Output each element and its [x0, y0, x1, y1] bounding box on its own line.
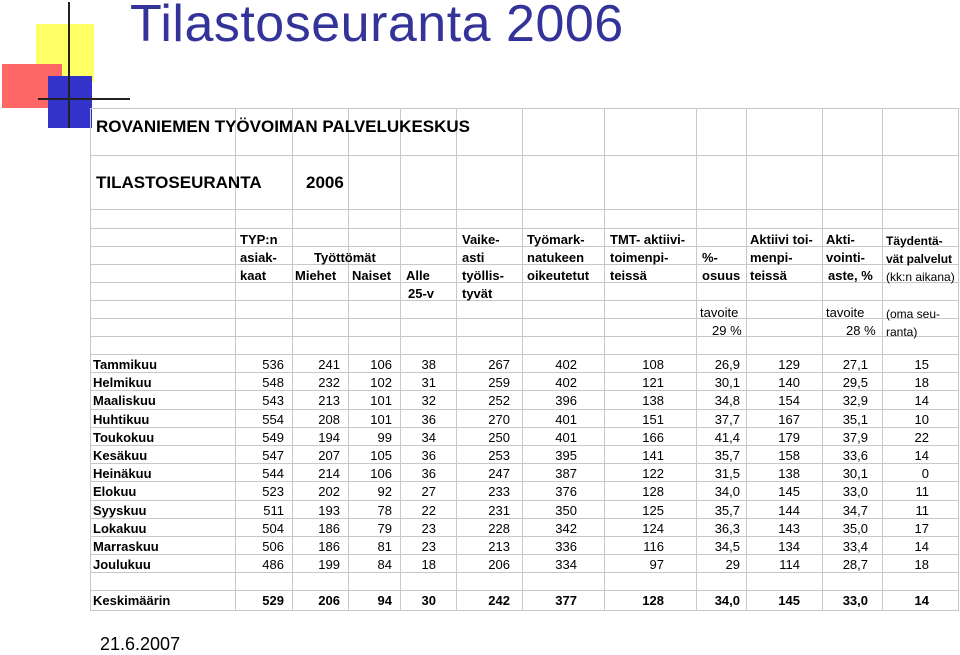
average-row-aktivointiaste: 33,0 [842, 593, 868, 608]
grid-hline [90, 445, 958, 446]
table-row-aktivointiaste: 27,1 [842, 357, 868, 372]
table-row-label: Lokakuu [93, 520, 147, 536]
table-row-taydentavat: 11 [915, 502, 929, 518]
grid-hline [90, 610, 958, 611]
table-row-naiset: 101 [370, 393, 392, 409]
report-year: 2006 [306, 173, 344, 192]
table-row-miehet: 213 [318, 393, 340, 409]
grid-hline [90, 590, 958, 591]
table-row-aktivointiaste: 35,1 [842, 411, 868, 427]
table-row-taydentavat: 0 [921, 466, 929, 482]
grid-hline [90, 336, 958, 337]
table-row-vaikeasti: 213 [488, 539, 510, 554]
header-aktiivi-3: teissä [750, 268, 787, 283]
table-row-miehet: 232 [318, 375, 340, 391]
table-row-miehet: 194 [318, 429, 340, 445]
table-row-osuus: 30,1 [714, 375, 740, 391]
table-row-taydentavat: 10 [914, 411, 929, 427]
table-row-vaikeasti: 233 [488, 484, 510, 500]
table-row-taydentavat: 22 [914, 429, 929, 445]
table-row-osuus: 29 [725, 557, 740, 573]
grid-hline [90, 108, 958, 109]
header-vaike-4: tyvät [462, 286, 493, 301]
table-row-taydentavat: 15 [914, 357, 929, 372]
table-row-label: Joulukuu [93, 557, 151, 573]
table-row-aktivointiaste: 28,7 [842, 557, 868, 573]
header-aktiivi-1: Aktiivi toi- [750, 232, 813, 247]
table-row-tmt: 141 [642, 448, 664, 463]
table-row-naiset: 101 [370, 411, 392, 427]
header-tavoite-a-value: 29 % [712, 323, 742, 338]
average-row-taydentavat: 14 [914, 593, 929, 608]
table-row-typ: 523 [262, 484, 284, 500]
grid-hline [90, 481, 958, 482]
average-row-naiset: 94 [377, 593, 392, 608]
table-row-aktivointiaste: 32,9 [842, 393, 868, 409]
grid-hline [90, 518, 958, 519]
table-row-label: Tammikuu [93, 357, 158, 372]
table-row-naiset: 106 [370, 466, 392, 482]
header-miehet: Miehet [295, 268, 337, 283]
grid-vline [958, 108, 959, 611]
table-row-aktiivi: 140 [778, 375, 800, 391]
average-row-typ: 529 [262, 593, 284, 608]
table-row-aktiivi: 138 [778, 466, 800, 482]
average-row-label: Keskimäärin [93, 593, 171, 608]
table-row-aktivointiaste: 33,4 [842, 539, 868, 554]
grid-hline [90, 554, 958, 555]
table-row-miehet: 208 [318, 411, 340, 427]
header-tmt-3: teissä [610, 268, 647, 283]
table-row-osuus: 35,7 [714, 502, 740, 518]
table-row-osuus: 36,3 [714, 520, 740, 536]
table-row-aktivointiaste: 37,9 [842, 429, 868, 445]
table-row-aktiivi: 158 [778, 448, 800, 463]
table-row-tyomarkkina: 401 [555, 411, 577, 427]
table-row-taydentavat: 18 [914, 557, 929, 573]
table-row-osuus: 31,5 [714, 466, 740, 482]
table-row-osuus: 35,7 [714, 448, 740, 463]
table-row-naiset: 102 [370, 375, 392, 391]
table-row-tmt: 166 [642, 429, 664, 445]
grid-hline [90, 427, 958, 428]
table-row-aktiivi: 129 [778, 357, 800, 372]
deco-horizontal-line [38, 98, 130, 100]
table-row-miehet: 193 [318, 502, 340, 518]
table-row-aktivointiaste: 35,0 [842, 520, 868, 536]
table-row-tyomarkkina: 401 [555, 429, 577, 445]
grid-hline [90, 372, 958, 373]
table-row-typ: 511 [263, 502, 284, 518]
table-row-tyomarkkina: 402 [555, 375, 577, 391]
table-row-alle25: 36 [421, 466, 436, 482]
table-row-tyomarkkina: 396 [555, 393, 577, 409]
grid-hline [90, 300, 958, 301]
table-row-alle25: 22 [421, 502, 436, 518]
average-row-tyomarkkina: 377 [555, 593, 577, 608]
header-vaike-3: työllis- [462, 268, 504, 283]
slide-title: Tilastoseuranta 2006 [130, 0, 624, 53]
table-row-tyomarkkina: 376 [555, 484, 577, 500]
header-tayd-5: ranta) [886, 325, 918, 339]
table-row-tmt: 138 [642, 393, 664, 409]
table-row-typ: 504 [262, 520, 284, 536]
table-row-tmt: 124 [642, 520, 664, 536]
header-tayd-1: Täydentä- [886, 234, 943, 248]
table-row-alle25: 18 [421, 557, 436, 573]
table-row-typ: 547 [262, 448, 284, 463]
header-vaike-2: asti [462, 250, 485, 265]
grid-hline [90, 463, 958, 464]
table-row-vaikeasti: 228 [488, 520, 510, 536]
table-row-vaikeasti: 270 [488, 411, 510, 427]
header-osuus-2: osuus [702, 268, 741, 283]
header-osuus-1: %- [702, 250, 718, 265]
header-tyomark-1: Työmark- [527, 232, 585, 247]
table-row-aktiivi: 145 [778, 484, 800, 500]
table-row-vaikeasti: 253 [488, 448, 510, 463]
table-row-tyomarkkina: 334 [555, 557, 577, 573]
deco-blue-square [48, 76, 92, 128]
average-row-osuus: 34,0 [714, 593, 740, 608]
table-row-miehet: 207 [318, 448, 340, 463]
table-row-typ: 554 [262, 411, 284, 427]
table-row-label: Elokuu [93, 484, 137, 500]
table-row-typ: 486 [262, 557, 284, 573]
table-row-taydentavat: 14 [914, 448, 929, 463]
header-tayd-2: vät palvelut [886, 252, 953, 266]
grid-hline [90, 536, 958, 537]
table-row-alle25: 32 [421, 393, 436, 409]
table-row-aktiivi: 134 [778, 539, 800, 554]
header-typ-3: kaat [240, 268, 267, 283]
table-row-naiset: 105 [370, 448, 392, 463]
table-row-taydentavat: 18 [914, 375, 929, 391]
table-row-aktivointiaste: 30,1 [842, 466, 868, 482]
average-row-aktiivi: 145 [778, 593, 800, 608]
table-row-typ: 548 [262, 375, 284, 391]
header-tmt-1: TMT- aktiivi- [610, 232, 686, 247]
table-row-aktiivi: 167 [778, 411, 800, 427]
table-row-alle25: 23 [421, 520, 436, 536]
header-tyomark-2: natukeen [527, 250, 585, 265]
header-tyomark-3: oikeutetut [527, 268, 590, 283]
table-row-label: Heinäkuu [93, 466, 152, 482]
header-tavoite-b: tavoite [826, 305, 865, 320]
table-row-tmt: 122 [642, 466, 664, 482]
table-row-naiset: 106 [370, 357, 392, 372]
table-row-vaikeasti: 259 [488, 375, 510, 391]
grid-hline [90, 572, 958, 573]
table-row-naiset: 78 [377, 502, 392, 518]
table-row-tmt: 108 [642, 357, 664, 372]
table-row-tyomarkkina: 350 [555, 502, 577, 518]
table-row-tmt: 97 [649, 557, 664, 573]
table-row-miehet: 241 [318, 357, 340, 372]
table-row-naiset: 99 [377, 429, 392, 445]
table-row-aktiivi: 143 [778, 520, 800, 536]
table-row-aktiivi: 144 [778, 502, 800, 518]
table-row-tyomarkkina: 402 [555, 357, 577, 372]
table-row-osuus: 37,7 [714, 411, 740, 427]
table-row-alle25: 31 [421, 375, 436, 391]
table-row-vaikeasti: 252 [488, 393, 510, 409]
header-tyottomat: Työttömät [314, 250, 376, 265]
header-alle-1: Alle [406, 268, 430, 283]
table-row-miehet: 199 [318, 557, 340, 573]
footer-date: 21.6.2007 [100, 634, 181, 654]
header-aktiivi-2: menpi- [750, 250, 793, 265]
table-row-tmt: 151 [642, 411, 664, 427]
table-row-aktiivi: 114 [779, 557, 800, 573]
header-akti-3: aste, % [828, 268, 873, 283]
table-row-label: Maaliskuu [93, 393, 156, 409]
table-row-label: Kesäkuu [93, 448, 148, 463]
table-row-alle25: 36 [421, 448, 436, 463]
deco-vertical-line [68, 2, 70, 128]
table-row-tmt: 128 [642, 484, 664, 500]
header-tayd-3: (kk:n aikana) [886, 270, 955, 284]
table-row-naiset: 81 [377, 539, 392, 554]
table-row-aktivointiaste: 33,6 [842, 448, 868, 463]
table-row-typ: 536 [262, 357, 284, 372]
table-row-label: Marraskuu [93, 539, 159, 554]
average-row-alle25: 30 [421, 593, 436, 608]
grid-hline [90, 409, 958, 410]
grid-hline [90, 155, 958, 156]
table-row-vaikeasti: 231 [488, 502, 510, 518]
table-row-taydentavat: 14 [914, 393, 929, 409]
header-alle-2: 25-v [408, 286, 435, 301]
header-vaike-1: Vaike- [462, 232, 500, 247]
grid-hline [90, 228, 958, 229]
table-row-osuus: 34,5 [714, 539, 740, 554]
header-akti-1: Akti- [826, 232, 855, 247]
table-row-osuus: 34,8 [714, 393, 740, 409]
table-row-alle25: 36 [421, 411, 436, 427]
table-row-tyomarkkina: 395 [555, 448, 577, 463]
grid-hline [90, 390, 958, 391]
header-tayd-4: (oma seu- [886, 307, 941, 321]
table-row-label: Huhtikuu [93, 411, 150, 427]
table-row-aktiivi: 179 [778, 429, 800, 445]
header-tavoite-a: tavoite [700, 305, 739, 320]
table-row-vaikeasti: 267 [488, 357, 510, 372]
table-row-alle25: 27 [421, 484, 436, 500]
table-row-alle25: 23 [421, 539, 436, 554]
table-row-tyomarkkina: 387 [555, 466, 577, 482]
table-row-typ: 506 [262, 539, 284, 554]
table-row-label: Helmikuu [93, 375, 152, 391]
table-row-naiset: 84 [377, 557, 392, 573]
average-row-vaikeasti: 242 [488, 593, 510, 608]
report-label: TILASTOSEURANTA [96, 173, 262, 192]
table-row-aktiivi: 154 [778, 393, 800, 409]
grid-hline [90, 500, 958, 501]
table-row-alle25: 38 [421, 357, 436, 372]
header-typ-2: asiak- [240, 250, 277, 265]
office-name: ROVANIEMEN TYÖVOIMAN PALVELUKESKUS [96, 117, 471, 136]
table-row-miehet: 202 [318, 484, 340, 500]
table-row-tmt: 121 [642, 375, 664, 391]
table-row-tyomarkkina: 342 [555, 520, 577, 536]
header-naiset: Naiset [352, 268, 392, 283]
table-row-typ: 549 [262, 429, 284, 445]
table-row-tmt: 125 [642, 502, 664, 518]
table-row-osuus: 34,0 [714, 484, 740, 500]
table-row-naiset: 79 [377, 520, 392, 536]
spreadsheet [90, 108, 958, 611]
header-tavoite-b-value: 28 % [846, 323, 876, 338]
table-row-aktivointiaste: 33,0 [842, 484, 868, 500]
table-row-typ: 543 [262, 393, 284, 409]
average-row-miehet: 206 [318, 593, 340, 608]
table-row-tmt: 116 [643, 539, 664, 554]
header-akti-2: vointi- [826, 250, 865, 265]
table-row-aktivointiaste: 34,7 [842, 502, 868, 518]
table-row-osuus: 26,9 [714, 357, 740, 372]
header-typ-1: TYP:n [240, 232, 278, 247]
table-row-label: Toukokuu [93, 429, 155, 445]
table-row-miehet: 186 [318, 520, 340, 536]
header-tmt-2: toimenpi- [610, 250, 669, 265]
table-row-vaikeasti: 250 [488, 429, 510, 445]
table-row-osuus: 41,4 [714, 429, 740, 445]
table-row-taydentavat: 11 [915, 484, 929, 500]
table-row-label: Syyskuu [93, 502, 147, 518]
table-row-aktivointiaste: 29,5 [842, 375, 868, 391]
table-row-naiset: 92 [377, 484, 392, 500]
table-row-tyomarkkina: 336 [555, 539, 577, 554]
table-row-typ: 544 [262, 466, 284, 482]
table-row-taydentavat: 14 [914, 539, 929, 554]
table-row-alle25: 34 [421, 429, 436, 445]
table-row-miehet: 186 [318, 539, 340, 554]
grid-hline [90, 354, 958, 355]
grid-hline [90, 209, 958, 210]
table-row-vaikeasti: 247 [488, 466, 510, 482]
table-row-taydentavat: 17 [914, 520, 929, 536]
table-row-miehet: 214 [318, 466, 340, 482]
table-row-vaikeasti: 206 [488, 557, 510, 573]
average-row-tmt: 128 [642, 593, 664, 608]
